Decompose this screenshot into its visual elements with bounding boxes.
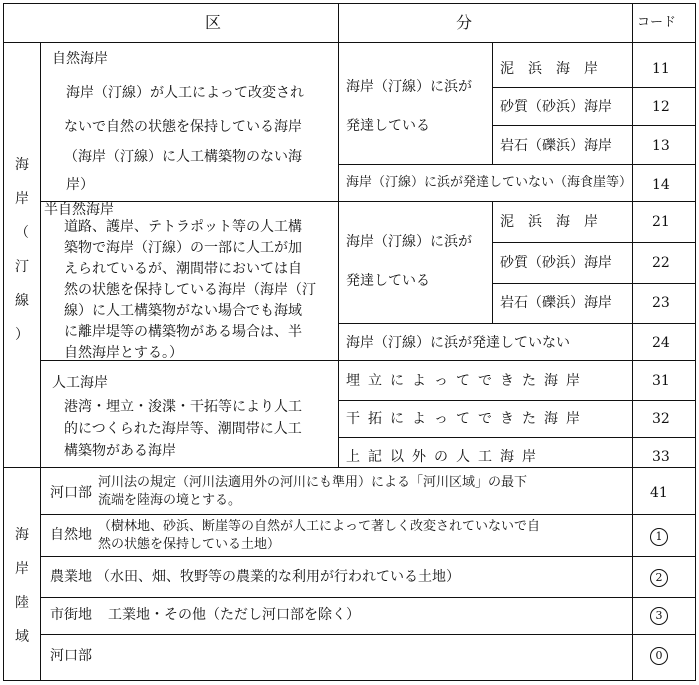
natural-no-beach: 海岸（汀線）に浜が発達していない（海食崖等）: [346, 175, 633, 190]
code-13: 13: [652, 138, 670, 154]
land-row-0-code: 41: [650, 485, 668, 501]
table-left-border: [3, 3, 4, 681]
semi-row1-border: [492, 242, 696, 243]
coast-desc-border: [338, 42, 339, 467]
semi-sub-1: 海岸（汀線）に浜が: [346, 234, 472, 250]
header-kubun-1: 区: [205, 13, 222, 32]
natural-sub-border: [492, 42, 493, 164]
natural-sub-2: 発達している: [346, 118, 430, 134]
semi-desc-1: 道路、護岸、テトラポット等の人工構: [64, 219, 302, 235]
semi-desc-2: 築物で海岸（汀線）の一部に人工が加: [64, 240, 302, 256]
code-33: 33: [652, 449, 670, 465]
land-row-1-name: 自然地: [50, 527, 92, 543]
natural-type-13: 岩石（礫浜）海岸: [500, 138, 612, 154]
natural-row2-border: [492, 125, 696, 126]
natural-desc-4: 岸）: [66, 177, 94, 193]
natural-section-border: [40, 201, 696, 202]
artificial-title: 人工海岸: [52, 375, 108, 391]
land-row-1-desc-2: 然の状態を保持している土地）: [98, 537, 281, 552]
artificial-type-32: 干拓によってできた海岸: [346, 411, 588, 427]
semi-desc-4: 然の状態を保持している海岸（海岸（汀: [64, 282, 316, 298]
land-row-3-desc-1: 工業地・その他（ただし河口部を除く）: [108, 607, 360, 623]
land-row1-border: [40, 514, 696, 515]
artificial-type-33: 上記以外の人工海岸: [346, 449, 544, 465]
artificial-desc-1: 港湾・埋立・浚渫・干拓等により人工: [64, 399, 302, 415]
code-11: 11: [652, 61, 670, 77]
header-kubun-divider: [338, 3, 339, 43]
semi-end-border: [338, 323, 696, 324]
code-32: 32: [652, 411, 670, 427]
natural-desc-3: （海岸（汀線）に人工構築物のない海: [64, 149, 302, 165]
semi-desc-3: えられているが、潮間帯においては自: [64, 261, 302, 277]
code-12: 12: [652, 99, 670, 115]
code-31: 31: [652, 373, 670, 389]
land-row2-border: [40, 556, 696, 557]
semi-title: 半自然海岸: [44, 202, 114, 218]
semi-no-beach: 海岸（汀線）に浜が発達していない: [346, 335, 570, 351]
natural-end-border: [338, 164, 696, 165]
land-row-4-code: 0: [650, 647, 668, 665]
table-right-border: [695, 3, 696, 681]
semi-desc-7: 自然海岸とする。）: [64, 345, 183, 361]
code-14: 14: [652, 177, 670, 193]
natural-desc-2: ないで自然の状態を保持している海岸: [64, 119, 302, 135]
land-row-1-code: 1: [650, 528, 668, 546]
code-23: 23: [652, 295, 670, 311]
land-row-0-desc-2: 流端を陸海の境とする。: [98, 493, 242, 508]
semi-type-21: 泥 浜 海 岸: [500, 214, 598, 230]
artificial-row1-border: [338, 400, 696, 401]
natural-desc-1: 海岸（汀線）が人工によって改変され: [66, 85, 304, 101]
header-code: コード: [637, 15, 677, 30]
code-column-border: [632, 3, 633, 681]
land-row-3-code: 3: [650, 607, 668, 625]
natural-type-12: 砂質（砂浜）海岸: [500, 99, 612, 115]
land-row-1-desc-1: （樹林地、砂浜、断崖等の自然が人工によって著しく改変されていないで自: [98, 519, 541, 534]
natural-type-11: 泥 浜 海 岸: [500, 61, 598, 77]
code-24: 24: [652, 335, 670, 351]
land-row-0-name: 河口部: [50, 485, 92, 501]
land-row4-border: [40, 634, 696, 635]
semi-desc-5: 線）に人工構築物がない場合でも海域: [64, 303, 302, 319]
artificial-type-31: 埋立によってできた海岸: [346, 373, 588, 389]
natural-sub-1: 海岸（汀線）に浜が: [346, 79, 472, 95]
coast-label-border: [40, 42, 41, 467]
artificial-desc-3: 構築物がある海岸: [64, 443, 176, 459]
land-row-2-code: 2: [650, 569, 668, 587]
land-vertical-label: 海 岸 陸 域: [15, 527, 29, 645]
code-21: 21: [652, 214, 670, 230]
header-bottom-border: [3, 42, 696, 43]
artificial-row2-border: [338, 437, 696, 438]
artificial-desc-2: 的につくられた海岸等、潮間帯に人工: [64, 421, 302, 437]
land-label-border: [40, 467, 41, 681]
land-row-4-name: 河口部: [50, 648, 92, 664]
natural-row1-border: [492, 87, 696, 88]
land-row3-border: [40, 597, 696, 598]
semi-sub-border: [492, 201, 493, 323]
land-row-0-desc-1: 河川法の規定（河川法適用外の河川にも準用）による「河川区域」の最下: [98, 475, 528, 490]
table-bottom-border: [3, 680, 696, 681]
semi-row2-border: [492, 283, 696, 284]
land-row-2-name: 農業地: [50, 569, 92, 585]
semi-sub-2: 発達している: [346, 273, 430, 289]
header-kubun-2: 分: [456, 13, 473, 32]
land-row-3-name: 市街地: [50, 607, 92, 623]
code-22: 22: [652, 255, 670, 271]
table-top-border: [3, 3, 696, 4]
natural-title: 自然海岸: [52, 51, 108, 67]
coast-vertical-label: 海 岸 （ 汀 線 ）: [15, 157, 29, 343]
land-row-2-desc-1: （水田、畑、牧野等の農業的な利用が行われている土地）: [96, 569, 460, 585]
semi-type-23: 岩石（礫浜）海岸: [500, 295, 612, 311]
semi-desc-6: に離岸堤等の構築物がある場合は、半: [64, 324, 302, 340]
semi-type-22: 砂質（砂浜）海岸: [500, 255, 612, 271]
